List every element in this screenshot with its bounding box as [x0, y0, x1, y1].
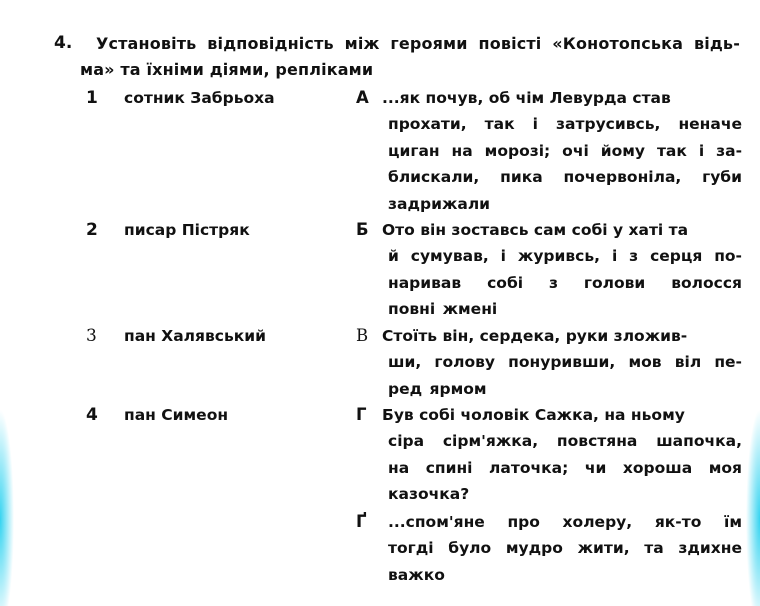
answer-a-line-2: прохати, так і затрусивсь, неначе	[388, 115, 742, 134]
answer-letter-v: В	[356, 326, 369, 345]
left-item-name-3: пан Халявський	[124, 327, 267, 345]
right-edge-glow-decoration	[744, 390, 760, 606]
answer-g-line-1: ...спом'яне про холеру, як-то їм	[388, 513, 742, 531]
question-number: 4.	[54, 33, 73, 53]
question-line-2: ма» та їхніми діями, репліками	[80, 60, 374, 79]
answer-h-line-4: казочка?	[388, 485, 470, 504]
answer-b-line-4: повні жмені	[388, 300, 498, 319]
answer-b-line-2: й сумував, і журивсь, і з серця по-	[388, 247, 742, 266]
answer-text-b	[382, 217, 742, 323]
answer-letter-a: А	[356, 88, 369, 107]
answer-b-line-3: наривав собі з голови волосся	[388, 273, 742, 292]
left-edge-glow-decoration	[0, 390, 16, 606]
left-item-number-1: 1	[86, 88, 98, 108]
answer-v-line-3: ред ярмом	[388, 379, 487, 398]
answer-v-line-1: Стоїть він, сердека, руки зложив-	[382, 327, 688, 345]
answer-g-line-2: тогді було мудро жити, та здихне	[388, 539, 742, 558]
left-item-number-2: 2	[86, 220, 98, 240]
left-item-number-4: 4	[86, 405, 98, 425]
left-item-number-3: 3	[86, 326, 97, 346]
answer-a-line-4: блискали, пика почервоніла, губи	[388, 168, 742, 187]
left-item-name-1: сотник Забрьоха	[124, 89, 275, 107]
answer-letter-h: Г	[356, 405, 367, 424]
answer-h-line-2: сіра сірм'яжка, повстяна шапочка,	[388, 432, 742, 451]
answer-letter-b: Б	[356, 220, 369, 239]
left-item-name-2: писар Пістряк	[124, 221, 250, 239]
answer-text-v	[382, 323, 742, 402]
answer-v-line-2: ши, голову понуривши, мов віл пе-	[388, 353, 742, 372]
answer-a-line-3: циган на морозі; очі йому так і за-	[388, 141, 742, 160]
question-text	[80, 31, 740, 83]
left-item-name-4: пан Симеон	[124, 406, 229, 424]
answer-a-line-1: ...як почув, об чім Левурда став	[382, 89, 671, 107]
answer-b-line-1: Ото він зоставсь сам собі у хаті та	[382, 221, 689, 239]
answer-text-g	[388, 509, 742, 588]
answer-letter-g: Ґ	[356, 512, 367, 531]
answer-a-line-5: задрижали	[388, 194, 491, 213]
answer-text-h	[382, 402, 742, 508]
answer-g-line-3: важко	[388, 565, 445, 584]
answer-h-line-1: Був собі чоловік Сажка, на ньому	[382, 406, 685, 424]
answer-text-a	[382, 85, 742, 217]
answer-h-line-3: на спині латочка; чи хороша моя	[388, 458, 742, 477]
question-line-1: Установіть відповідність між героями повісті «Конотопська відь-	[96, 34, 740, 53]
